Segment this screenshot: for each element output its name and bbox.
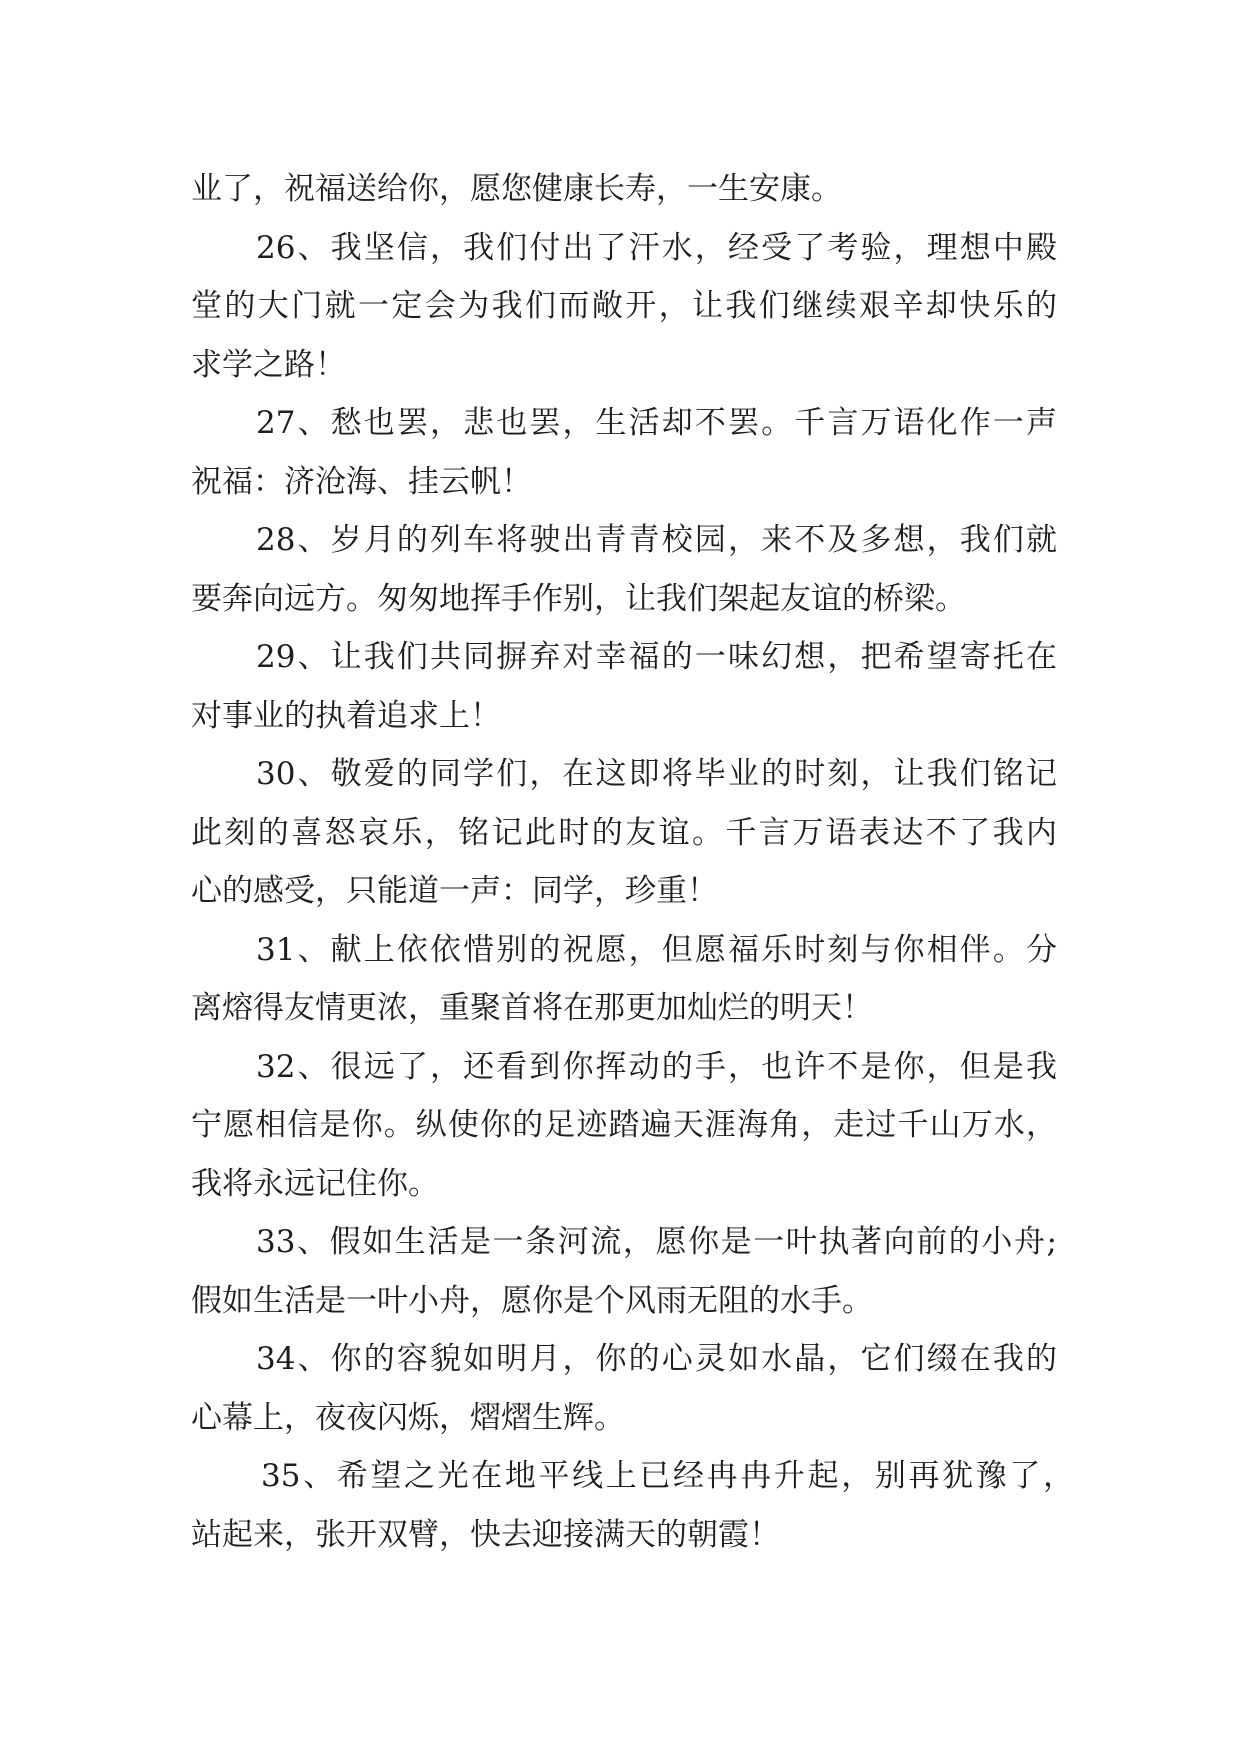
paragraph-34 (191, 1330, 1057, 1447)
text-line: 30、敬爱的同学们，在这即将毕业的时刻，让我们铭记 (256, 756, 1057, 792)
text-line: 27、愁也罢，悲也罢，生活却不罢。千言万语化作一声 (256, 405, 1057, 441)
body-text (191, 160, 1074, 1564)
paragraph-28 (191, 511, 1057, 628)
text-line: 站起来，张开双臂，快去迎接满天的朝霞！ (191, 1516, 780, 1553)
text-line: 求学之路！ (191, 346, 346, 383)
text-line: 宁愿相信是你。纵使你的足迹踏遍天涯海角，走过千山万水， (191, 1107, 1057, 1143)
text-line: 祝福：济沧海、挂云帆！ (191, 463, 532, 500)
paragraph-29 (191, 628, 1057, 745)
text-line: 33、假如生活是一条河流，愿你是一叶执著向前的小舟; (256, 1224, 1057, 1260)
text-line: 我将永远记住你。 (191, 1165, 439, 1202)
text-line: 31、献上依依惜别的祝愿，但愿福乐时刻与你相伴。分 (256, 931, 1057, 968)
text-line: 35、希望之光在地平线上已经冉冉升起，别再犹豫了， (261, 1458, 1074, 1494)
text-line: 34、你的容貌如明月，你的心灵如水晶，它们缀在我的 (256, 1341, 1057, 1377)
text-line: 26、我坚信，我们付出了汗水，经受了考验，理想中殿 (256, 229, 1057, 266)
text-line: 32、很远了，还看到你挥动的手，也许不是你，但是我 (256, 1048, 1057, 1085)
paragraph-31 (191, 921, 1057, 1038)
text-line: 28、岁月的列车将驶出青青校园，来不及多想，我们就 (256, 522, 1057, 558)
paragraph-35 (191, 1447, 1074, 1564)
paragraph-30 (191, 745, 1057, 921)
paragraph-26 (191, 219, 1057, 395)
text-line: 业了，祝福送给你，愿您健康长寿，一生安康。 (191, 171, 842, 207)
paragraph-33 (191, 1213, 1057, 1330)
text-line: 离熔得友情更浓，重聚首将在那更加灿烂的明天！ (191, 990, 873, 1026)
text-line: 堂的大门就一定会为我们而敞开，让我们继续艰辛却快乐的 (191, 288, 1057, 324)
text-line: 假如生活是一叶小舟，愿你是个风雨无阻的水手。 (191, 1282, 873, 1319)
paragraph-32 (191, 1038, 1057, 1214)
text-line: 心幕上，夜夜闪烁，熠熠生辉。 (191, 1399, 625, 1436)
text-line: 此刻的喜怒哀乐，铭记此时的友谊。千言万语表达不了我内 (191, 814, 1057, 851)
paragraph-27 (191, 394, 1057, 511)
paragraph-25-continuation (191, 160, 1057, 219)
text-line: 29、让我们共同摒弃对幸福的一味幻想，把希望寄托在 (256, 639, 1057, 675)
text-line: 要奔向远方。匆匆地挥手作别，让我们架起友谊的桥梁。 (191, 580, 966, 617)
text-line: 对事业的执着追求上！ (191, 697, 501, 734)
text-line: 心的感受，只能道一声：同学，珍重！ (191, 873, 718, 909)
